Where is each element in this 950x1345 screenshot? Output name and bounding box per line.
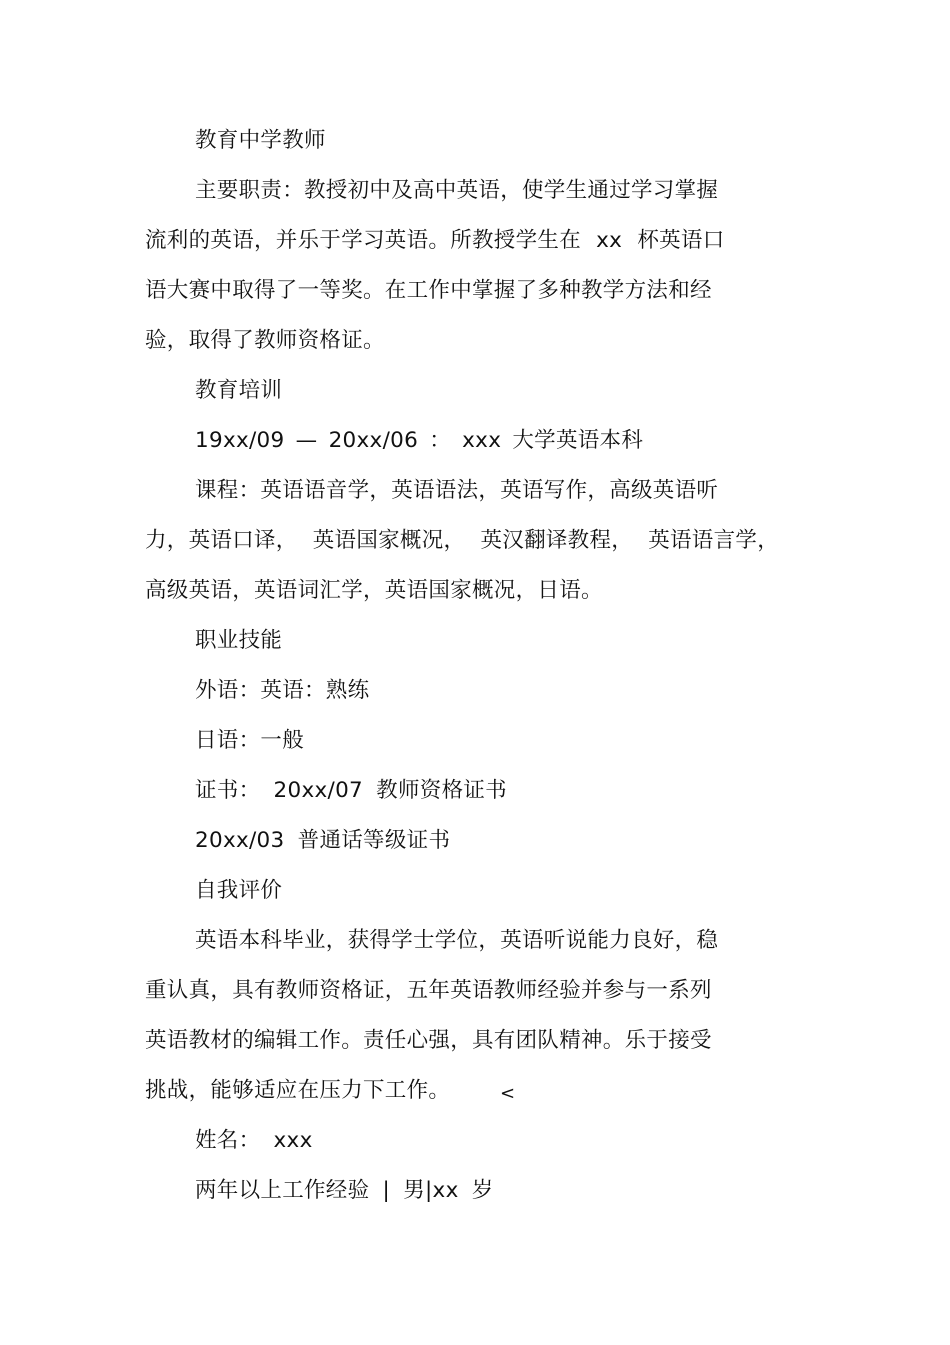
section-heading-education: 教育培训 <box>195 378 283 403</box>
paragraph-line: 挑战，能够适应在压力下工作。 <box>145 1078 451 1103</box>
stray-mark: < <box>500 1083 516 1104</box>
paragraph-line: 英语本科毕业，获得学士学位，英语听说能力良好，稳 <box>195 928 719 953</box>
section-heading-job-title: 教育中学教师 <box>195 128 326 153</box>
certificate-line: 证书： 20xx/07 教师资格证书 <box>195 778 507 803</box>
section-heading-skills: 职业技能 <box>195 628 283 653</box>
name-line: 姓名： xxx <box>195 1128 313 1153</box>
paragraph-line: 力，英语口译， 英语国家概况， 英汉翻译教程， 英语语言学， <box>145 528 780 553</box>
paragraph-line: 高级英语，英语词汇学，英语国家概况，日语。 <box>145 578 603 603</box>
education-period-line: 19xx/09 — 20xx/06 ： xxx 大学英语本科 <box>195 428 644 453</box>
experience-line: 两年以上工作经验 | 男|xx 岁 <box>195 1178 494 1203</box>
certificate-line: 20xx/03 普通话等级证书 <box>195 828 451 853</box>
paragraph-line: 验，取得了教师资格证。 <box>145 328 385 353</box>
paragraph-line: 英语教材的编辑工作。责任心强，具有团队精神。乐于接受 <box>145 1028 712 1053</box>
section-heading-self-evaluation: 自我评价 <box>195 878 283 903</box>
paragraph-line: 重认真，具有教师资格证，五年英语教师经验并参与一系列 <box>145 978 712 1003</box>
paragraph-line: 主要职责：教授初中及高中英语，使学生通过学习掌握 <box>195 178 719 203</box>
paragraph-line: 流利的英语，并乐于学习英语。所教授学生在 xx 杯英语口 <box>145 228 725 253</box>
paragraph-line: 语大赛中取得了一等奖。在工作中掌握了多种教学方法和经 <box>145 278 712 303</box>
skill-line: 外语：英语：熟练 <box>195 678 370 703</box>
skill-line: 日语：一般 <box>195 728 305 753</box>
paragraph-line: 课程：英语语音学，英语语法，英语写作，高级英语听 <box>195 478 719 503</box>
